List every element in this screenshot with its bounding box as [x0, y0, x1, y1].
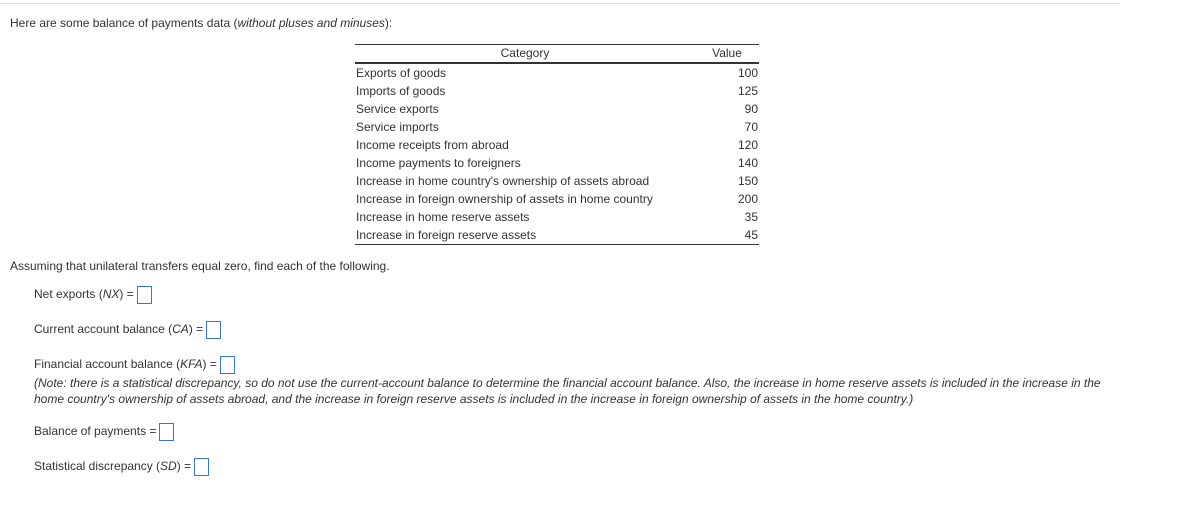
intro-lead: Here are some balance of payments data ( — [10, 16, 238, 30]
table-row — [355, 226, 759, 245]
table-row — [355, 190, 759, 208]
table-row — [355, 154, 759, 172]
balance-of-payments-question: Balance of payments = — [34, 423, 174, 441]
discrepancy-note: (Note: there is a statistical discrepancy, so do not use the current-account balance to determine the financial account balance. Also, the increase in home reserve assets is included in the increase in the home country's ownership of assets abroad, and the increase in foreign reserve assets is included in the increase in foreign ownership of assets in the home country.) — [34, 376, 1101, 406]
row-value: 100 — [737, 66, 758, 80]
table-row — [355, 63, 759, 82]
row-value: 70 — [744, 120, 758, 134]
intro-emphasis: without pluses and minuses — [237, 16, 385, 30]
balance-of-payments-table — [355, 44, 759, 245]
row-category: Increase in home country's ownership of assets abroad — [356, 174, 650, 188]
intro-suffix: ): — [384, 16, 393, 30]
row-value: 35 — [744, 210, 758, 224]
row-value: 125 — [737, 84, 758, 98]
table-row — [355, 208, 759, 226]
financial-account-question: Financial account balance (KFA) = — [34, 356, 235, 374]
category-header: Category — [355, 45, 695, 64]
table-header-row — [355, 45, 759, 64]
table-row — [355, 118, 759, 136]
row-value: 90 — [744, 102, 758, 116]
net-exports-answer-box[interactable] — [137, 286, 152, 304]
row-category: Increase in foreign ownership of assets in home country — [356, 192, 653, 206]
intro-text — [10, 16, 392, 30]
row-category: Imports of goods — [356, 84, 446, 98]
row-category: Income payments to foreigners — [356, 156, 521, 170]
row-category: Income receipts from abroad — [356, 138, 509, 152]
statistical-discrepancy-question: Statistical discrepancy (SD) = — [34, 458, 209, 476]
current-account-answer-box[interactable] — [206, 321, 221, 339]
row-category: Increase in home reserve assets — [356, 210, 530, 224]
net-exports-question: Net exports (NX) = — [34, 286, 152, 304]
row-value: 45 — [695, 226, 759, 245]
statistical-discrepancy-answer-box[interactable] — [194, 458, 209, 476]
row-value: 200 — [737, 192, 758, 206]
row-value: 140 — [737, 156, 758, 170]
row-category: Service exports — [356, 102, 439, 116]
table-row — [355, 100, 759, 118]
financial-account-answer-box[interactable] — [220, 356, 235, 374]
assumption-text: Assuming that unilateral transfers equal zero, find each of the following. — [10, 259, 390, 273]
current-account-question: Current account balance (CA) = — [34, 321, 221, 339]
value-header: Value — [695, 45, 759, 64]
row-value: 150 — [737, 174, 758, 188]
table-row — [355, 172, 759, 190]
row-category: Service imports — [356, 120, 439, 134]
table-row — [355, 82, 759, 100]
top-divider — [0, 3, 1120, 4]
row-category: Exports of goods — [356, 66, 447, 80]
balance-of-payments-answer-box[interactable] — [159, 423, 174, 441]
row-value: 120 — [737, 138, 758, 152]
row-category: Increase in foreign reserve assets — [355, 226, 695, 245]
table-row — [355, 136, 759, 154]
